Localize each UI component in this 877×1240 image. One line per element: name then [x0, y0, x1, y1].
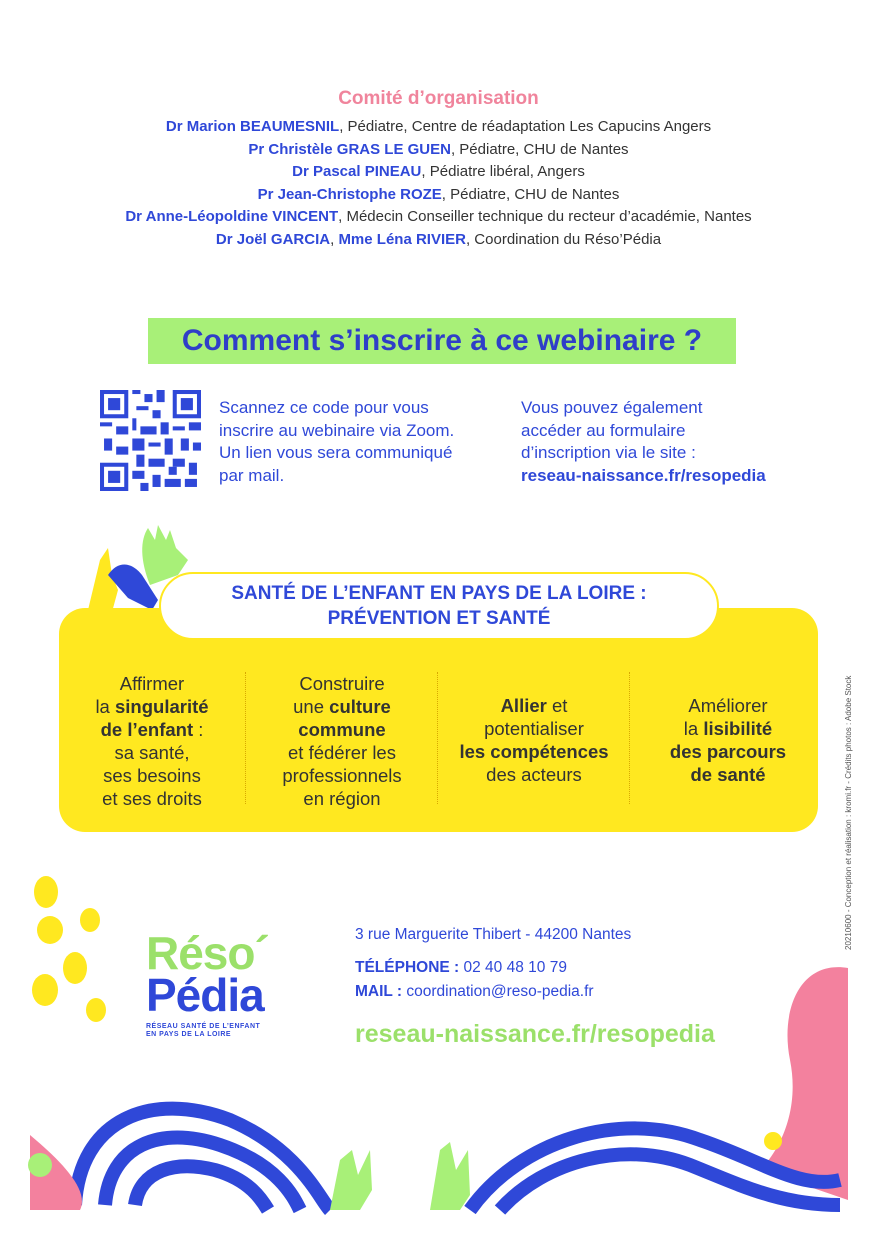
footer-link[interactable]: reseau-naissance.fr/resopedia: [355, 1020, 715, 1048]
logo-reso: Réso´: [146, 927, 269, 979]
yellow-hand-icon: [88, 548, 118, 612]
committee-member: Dr Anne-Léopoldine VINCENT, Médecin Conseiller technique du recteur d’académie, Nantes: [125, 208, 752, 225]
panel-title: SANTÉ DE L’ENFANT EN PAYS DE LA LOIRE : PRÉVENTION ET SANTÉ: [159, 572, 719, 640]
committee-member: Dr Marion BEAUMESNIL, Pédiatre, Centre de réadaptation Les Capucins Angers: [165, 118, 712, 135]
pillar-singularity: Affirmer la singularité de l’enfant : sa santé, ses besoins et ses droits: [95, 673, 209, 809]
pillar-competences: Allier et potentialiser les compétences des acteurs: [459, 695, 609, 785]
address: 3 rue Marguerite Thibert - 44200 Nantes: [355, 926, 632, 943]
committee-member: Dr Pascal PINEAU, Pédiatre libéral, Angers: [292, 163, 585, 180]
credits: 20210600 - Conception et réalisation : kromi.fr - Crédits photos : Adobe Stock: [844, 675, 853, 950]
divider: [629, 672, 630, 804]
committee-member: Pr Christèle GRAS LE GUEN, Pédiatre, CHU de Nantes: [248, 140, 629, 158]
logo-subtitle: RÉSEAU SANTÉ DE L’ENFANT EN PAYS DE LA LOIRE: [146, 1023, 261, 1038]
committee-member: Pr Jean-Christophe ROZE, Pédiatre, CHU de Nantes: [257, 185, 620, 203]
committee-coordination: Dr Joël GARCIA, Mme Léna RIVIER, Coordination du Réso’Pédia: [215, 230, 662, 248]
phone: TÉLÉPHONE : 02 40 48 10 79: [355, 959, 567, 976]
pillar-parcours: Améliorer la lisibilité des parcours de santé: [669, 695, 787, 785]
qr-code-icon[interactable]: [100, 390, 201, 491]
mail: MAIL : coordination@reso-pedia.fr: [355, 983, 594, 1000]
qr-instructions: Scannez ce code pour vous inscrire au webinaire via Zoom. Un lien vous sera communiqué par mail.: [219, 398, 455, 485]
divider: [245, 672, 246, 804]
pillar-culture: Construire une culture commune et fédérer les professionnels en région: [282, 673, 402, 809]
site-instructions: Vous pouvez également accéder au formulaire d’inscription via le site : reseau-naissance.fr/resopedia: [521, 397, 821, 487]
register-heading: Comment s’inscrire à ce webinaire ?: [148, 318, 736, 364]
register-link[interactable]: reseau-naissance.fr/resopedia: [521, 465, 766, 485]
blue-hand-icon: [108, 564, 158, 610]
logo-pedia: Pédia: [146, 969, 264, 1021]
committee-title: Comité d’organisation: [338, 88, 539, 109]
organizing-committee: [0, 88, 877, 251]
divider: [437, 672, 438, 804]
